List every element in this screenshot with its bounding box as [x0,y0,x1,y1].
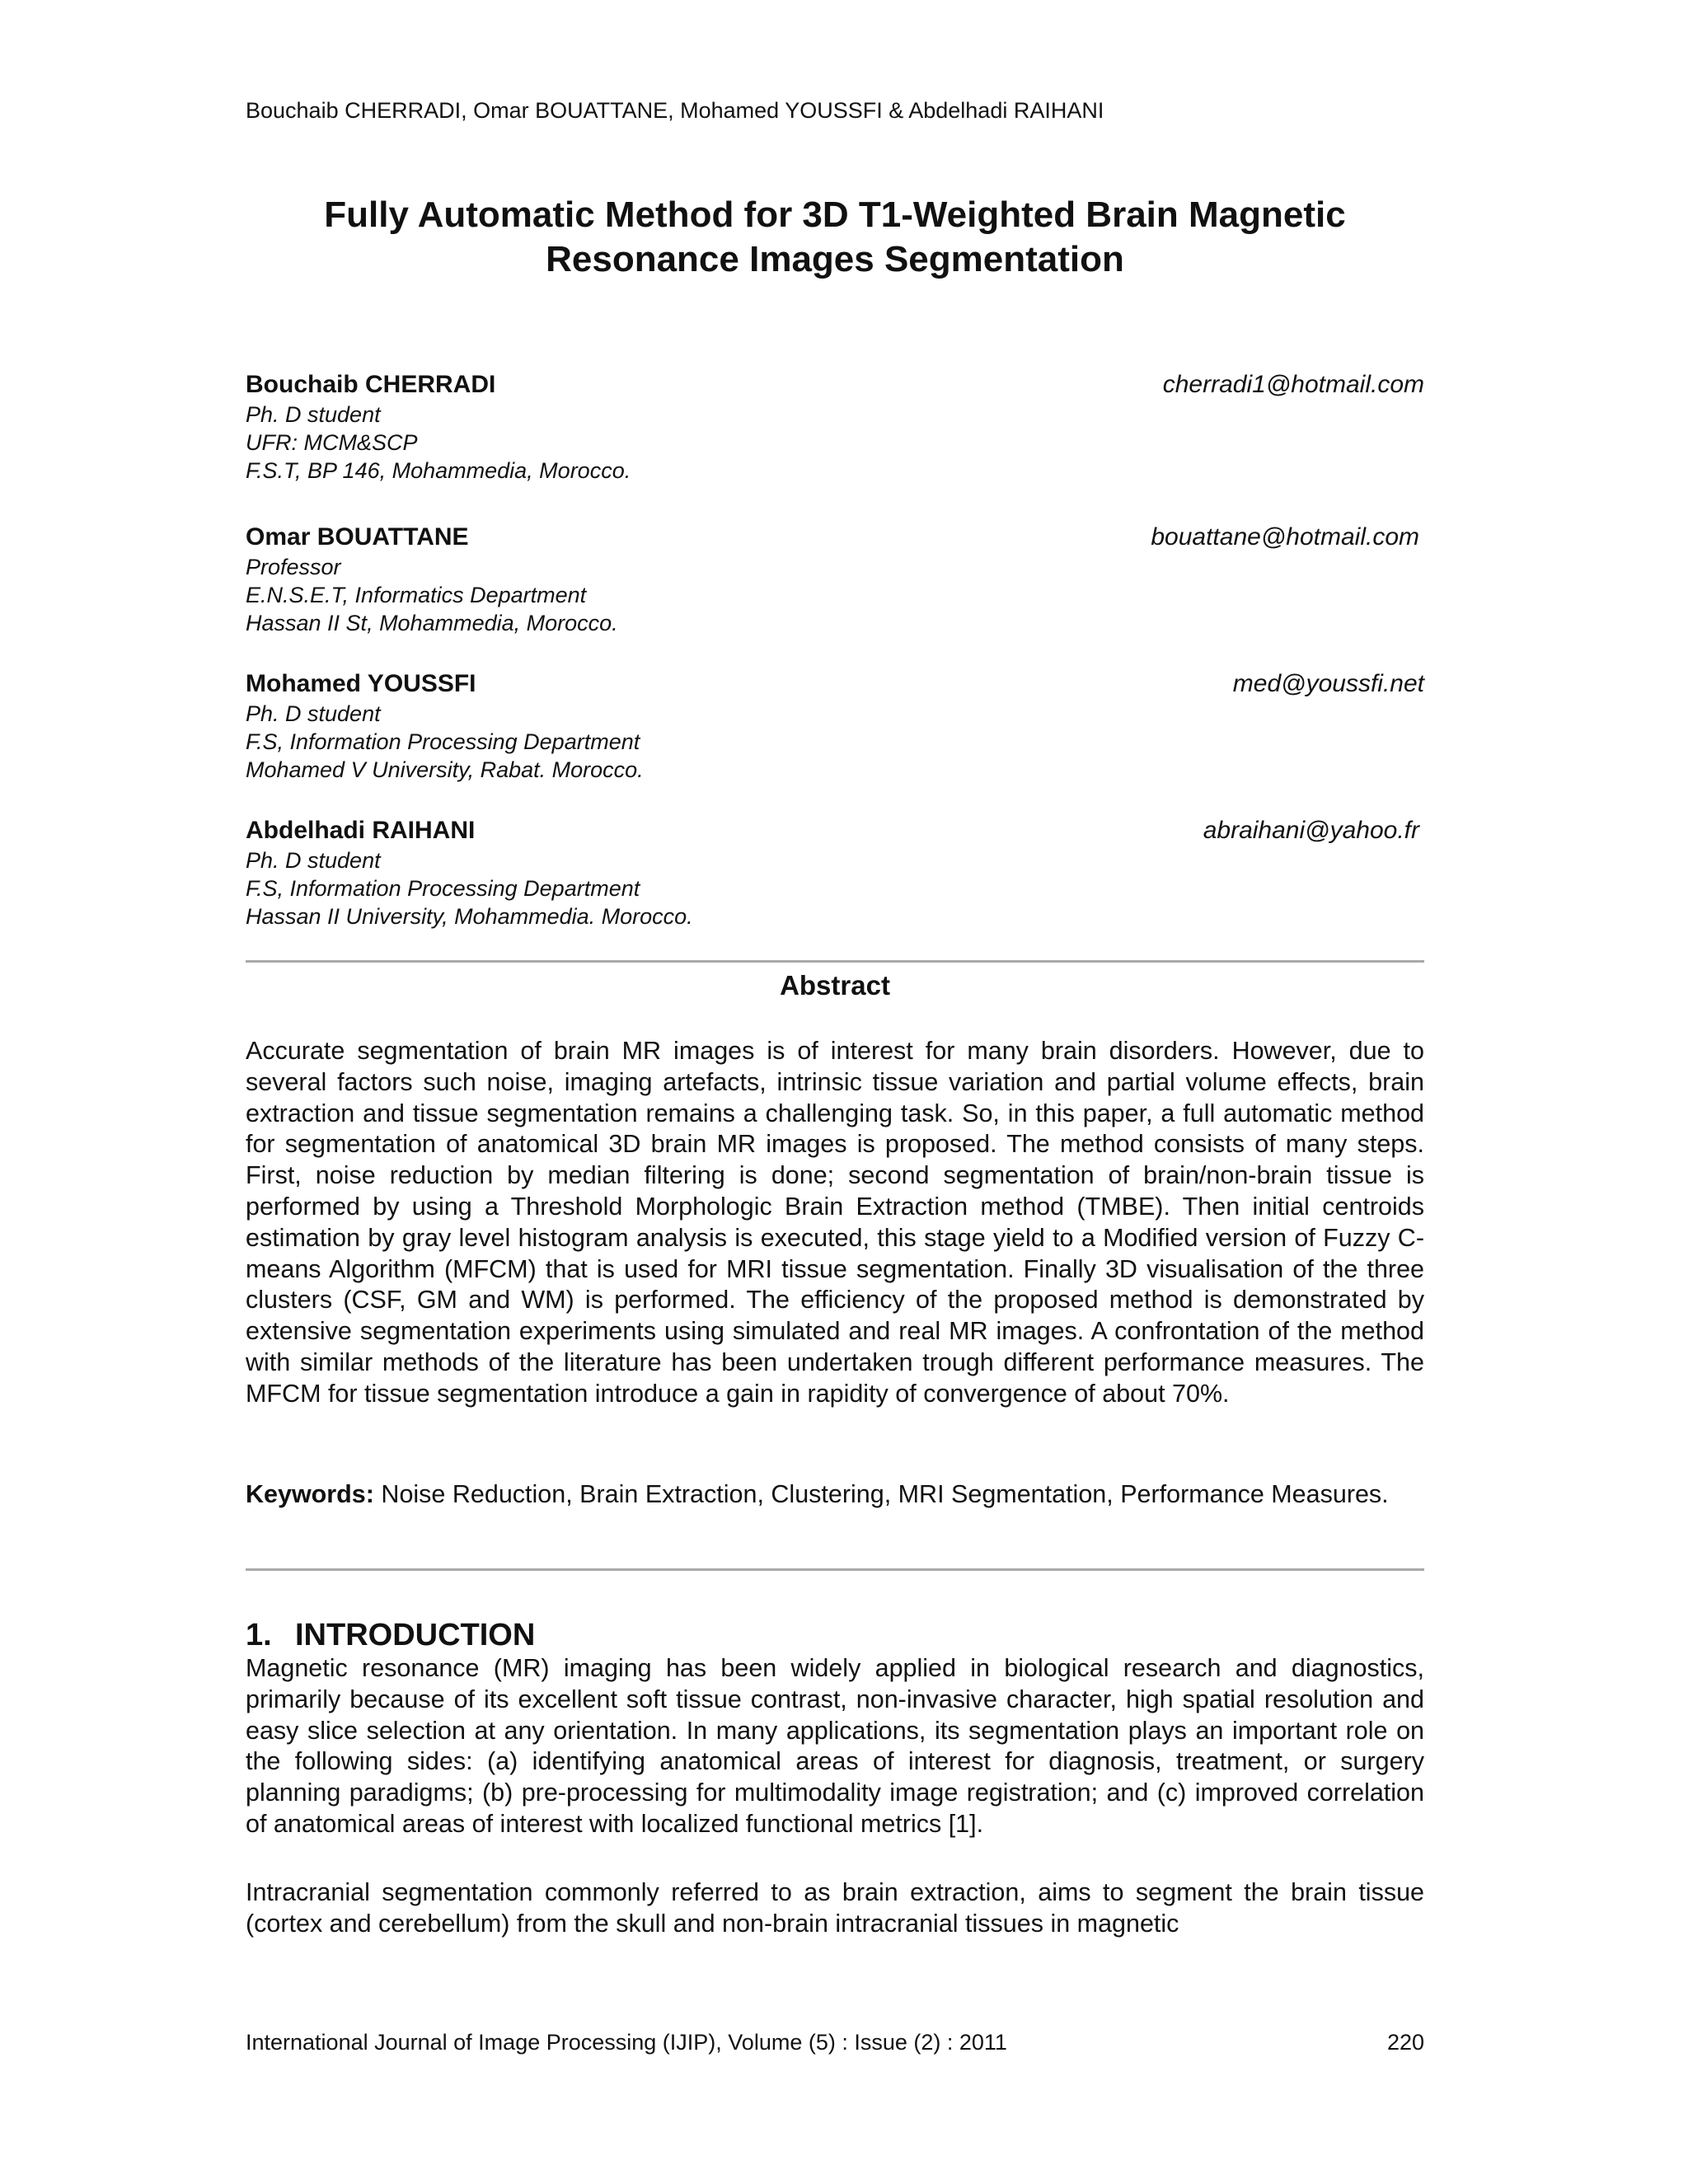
divider [246,1568,1424,1571]
footer-page-number: 220 [1386,2030,1424,2055]
author-email[interactable]: med@youssfi.net [1232,670,1424,697]
section-heading-introduction [246,1617,535,1653]
title-line-2: Resonance Images Segmentation [546,239,1124,279]
abstract-heading: Abstract [780,970,890,1001]
author-affiliation-line: Ph. D student [246,402,381,427]
keywords-text: Noise Reduction, Brain Extraction, Clustering, MRI Segmentation, Performance Measures. [381,1480,1389,1508]
author-affiliation-line: UFR: MCM&SCP [246,430,418,455]
author-affiliation-line: F.S, Information Processing Department [246,876,640,901]
author-affiliation-line: Hassan II University, Mohammedia. Morocco. [246,904,693,929]
author-email[interactable]: cherradi1@hotmail.com [1162,371,1424,398]
author-block [246,522,1424,670]
section-number: 1. [246,1618,272,1652]
author-affiliation-line: Mohamed V University, Rabat. Morocco. [246,757,644,782]
running-header: Bouchaib CHERRADI, Omar BOUATTANE, Mohamed YOUSSFI & Abdelhadi RAIHANI [246,98,1104,123]
author-name: Abdelhadi RAIHANI [246,817,476,844]
author-block [246,815,1424,963]
author-name: Mohamed YOUSSFI [246,670,476,697]
author-name: Bouchaib CHERRADI [246,371,496,398]
author-block [246,369,1424,518]
author-affiliation-line: F.S, Information Processing Department [246,729,640,754]
intro-paragraph: Intracranial segmentation commonly referred to as brain extraction, aims to segment the brain tissue (cortex and cerebellum) from the skull and non-brain intracranial tissues in magnetic [246,1878,1424,1938]
author-affiliation-line: Hassan II St, Mohammedia, Morocco. [246,611,618,635]
intro-paragraph: Magnetic resonance (MR) imaging has been widely applied in biological research and diagnostics, primarily because of its excellent soft tissue contrast, non-invasive character, high spatial resolution and easy slice selection at any orientation. In many applications, its segmentation plays an important role on the following sides: (a) identifying anatomical areas of interest for diagnosis, treatment, or surgery planning paradigms; (b) pre-processing for multimodality image registration; and (c) improved correlation of anatomical areas of interest with localized functional metrics [1]. [246,1654,1424,1838]
author-affiliation-line: Ph. D student [246,701,381,726]
author-email[interactable]: abraihani@yahoo.fr [1203,817,1419,844]
section-title: INTRODUCTION [295,1618,536,1652]
title-line-1: Fully Automatic Method for 3D T1-Weighted Brain Magnetic [324,194,1346,235]
author-affiliation-line: E.N.S.E.T, Informatics Department [246,583,587,607]
divider [246,960,1424,963]
keywords-label: Keywords: [246,1480,374,1508]
paper-title [246,193,1424,282]
abstract-text: Accurate segmentation of brain MR images is of interest for many brain disorders. However, due to several factors such noise, imaging artefacts, intrinsic tissue variation and partial volume effects, brain extraction and tissue segmentation remains a challenging task. So, in this paper, a full automatic method for segmentation of anatomical 3D brain MR images is proposed. The method consists of many steps. First, noise reduction by median filtering is done; second segmentation of brain/non-brain tissue is performed by using a Threshold Morphologic Brain Extraction method (TMBE). Then initial centroids estimation by gray level histogram analysis is executed, this stage yield to a Modified version of Fuzzy C-means Algorithm (MFCM) that is used for MRI tissue segmentation. Finally 3D visualisation of the three clusters (CSF, GM and WM) is performed. The efficiency of the proposed method is demonstrated by extensive segmentation experiments using simulated and real MR images. A confrontation of the method with similar methods of the literature has been undertaken trough different performance measures. The MFCM for tissue segmentation introduce a gain in rapidity of convergence of about 70%. [246,1037,1424,1408]
author-email[interactable]: bouattane@hotmail.com [1151,523,1419,551]
author-affiliation-line: F.S.T, BP 146, Mohammedia, Morocco. [246,458,631,483]
author-block [246,668,1424,817]
footer-journal-citation: International Journal of Image Processing (IJIP), Volume (5) : Issue (2) : 2011 [246,2030,1007,2055]
author-affiliation-line: Professor [246,555,341,579]
keywords [246,1479,1424,1511]
author-affiliation-line: Ph. D student [246,848,381,873]
author-name: Omar BOUATTANE [246,523,469,551]
